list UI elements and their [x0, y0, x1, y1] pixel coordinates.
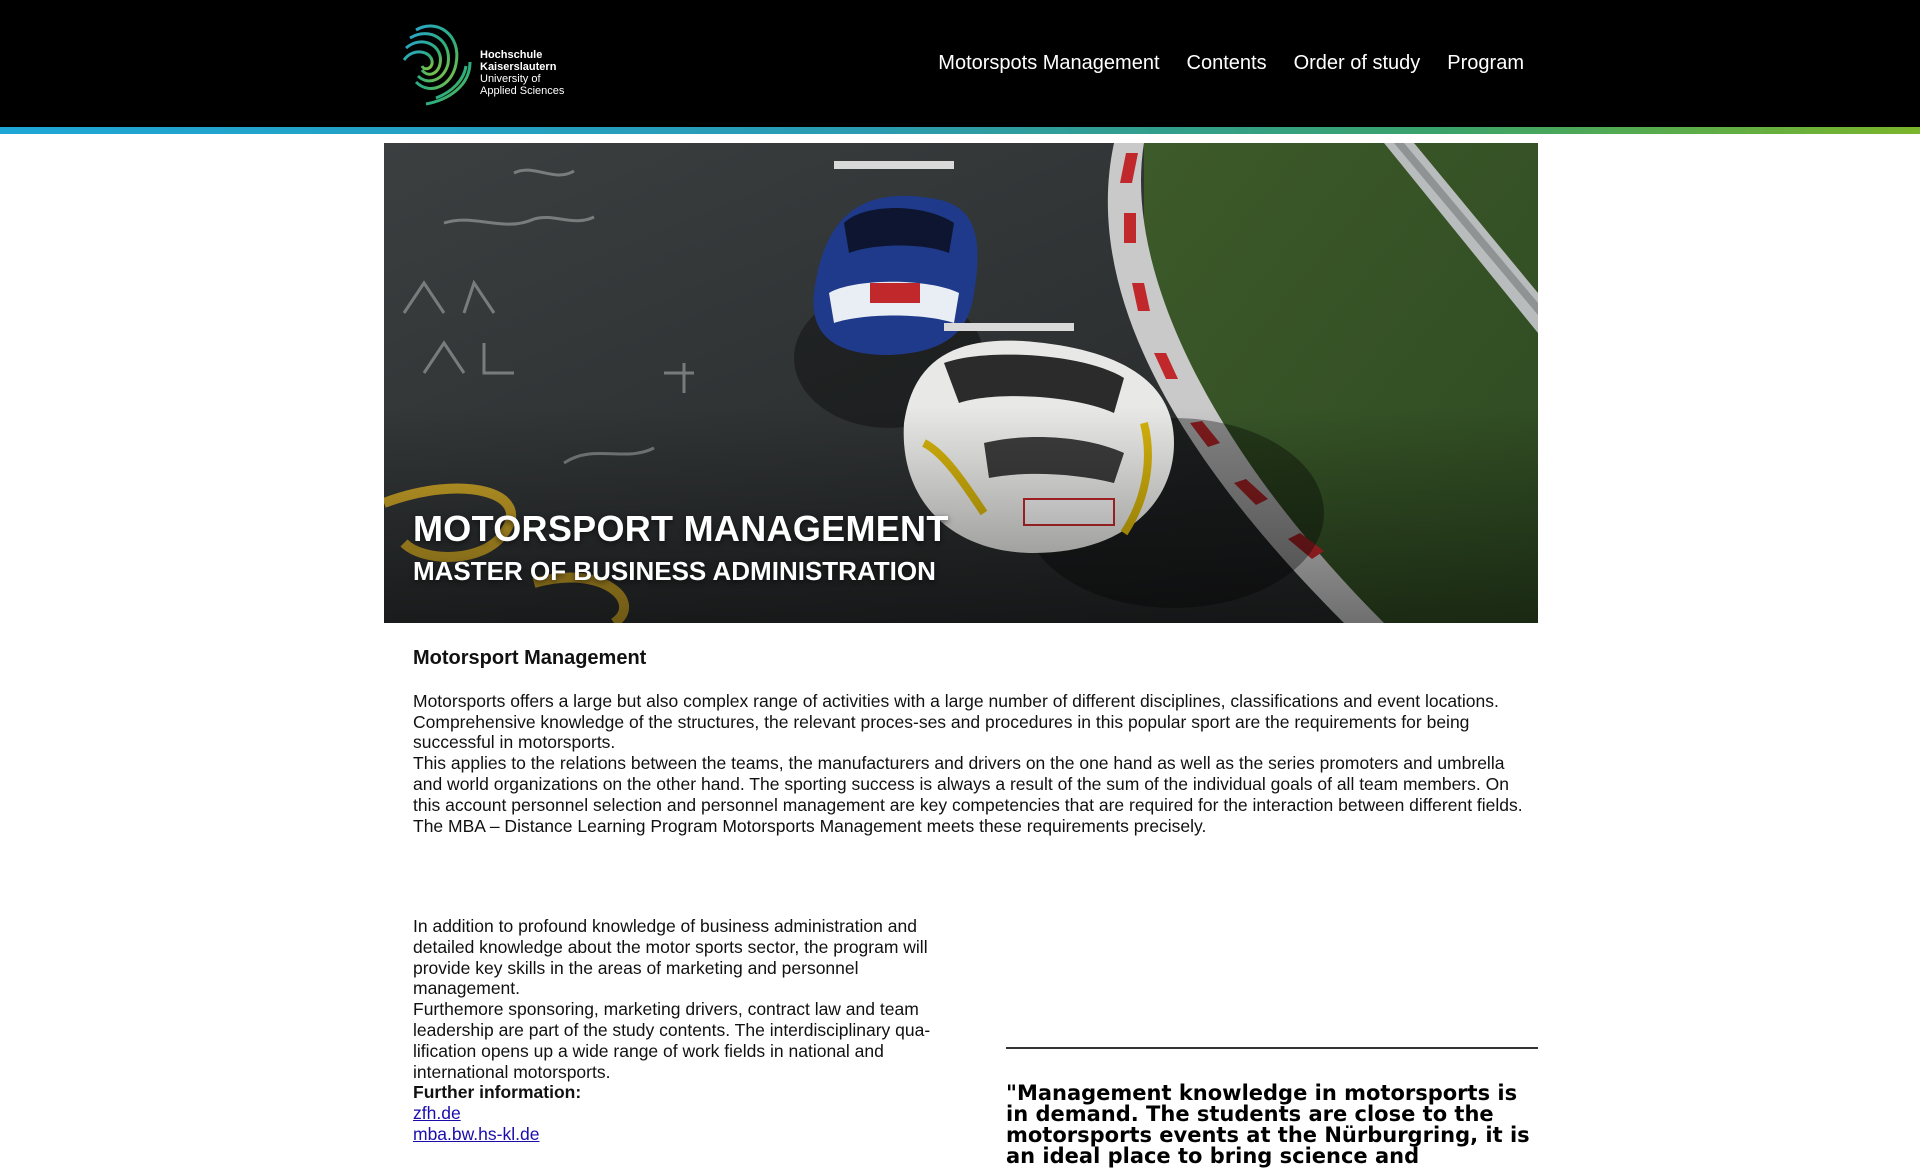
- header-gradient-stripe: [0, 127, 1920, 134]
- nav-order-of-study[interactable]: Order of study: [1293, 52, 1421, 74]
- nav-contents[interactable]: Contents: [1186, 52, 1267, 74]
- site-header: [0, 0, 1920, 134]
- logo-line-1: Hochschule: [480, 49, 543, 61]
- section-title: Motorsport Management: [413, 647, 647, 669]
- intro-paragraph: Comprehensive knowledge of the structures, the relevant proces-ses and procedures in this popular sport are the requirements for being successful in motorsports.: [413, 711, 1470, 753]
- hero-banner: [384, 143, 1538, 623]
- details-paragraph: In addition to profound knowledge of business administration and detailed knowledge about the motor sports sector, the program will provide key skills in the areas of marketing and personnel management.: [413, 916, 928, 999]
- link-zfh[interactable]: zfh.de: [413, 1103, 461, 1124]
- testimonial-quote: "Management knowledge in motorsports is in demand. The students are close to the motorsports events at the Nürburgring, it is an ideal place to bring science and: [1006, 1081, 1530, 1168]
- nav-program[interactable]: Program: [1447, 52, 1524, 74]
- divider: [1006, 1047, 1538, 1049]
- intro-paragraph: This applies to the relations between the teams, the manufacturers and drivers on the one hand as well as the series promoters and umbrella and world organizations on the other hand. The sporting success is always a result of the sum of the individual goals of all team members. On this account personnel selection and personnel management are key competencies that are required for the interaction between different fields.: [413, 753, 1523, 815]
- intro-section: [413, 648, 1523, 836]
- hero-title: MOTORSPORT MANAGEMENT: [413, 508, 949, 549]
- logo-line-4: Applied Sciences: [480, 85, 565, 97]
- main-nav: [938, 50, 1524, 76]
- intro-paragraph: The MBA – Distance Learning Program Motorsports Management meets these requirements precisely.: [413, 815, 1207, 836]
- link-mba[interactable]: mba.bw.hs-kl.de: [413, 1123, 540, 1144]
- race-cars-image: [384, 143, 1538, 623]
- intro-paragraph: Motorsports offers a large but also complex range of activities with a large number of different disciplines, classifications and event locations.: [413, 690, 1499, 711]
- logo-text: [480, 49, 564, 97]
- quote-column: [1006, 1047, 1538, 1167]
- logo-line-3: University of: [480, 73, 541, 85]
- details-paragraph: Furthemore sponsoring, marketing drivers, contract law and team leadership are part of the study contents. The interdisciplinary qua-lification opens up a wide range of work fields in national and international motorsports.: [413, 999, 931, 1082]
- further-info-label: Further information:: [413, 1082, 582, 1103]
- details-column: [413, 916, 953, 1145]
- logo-line-2: Kaiserslautern: [480, 61, 557, 73]
- logo-mark-icon: [396, 16, 472, 110]
- hero-subtitle: MASTER OF BUSINESS ADMINISTRATION: [413, 556, 936, 586]
- university-logo[interactable]: [396, 16, 564, 110]
- nav-motorsports-management[interactable]: Motorspots Management: [938, 52, 1160, 74]
